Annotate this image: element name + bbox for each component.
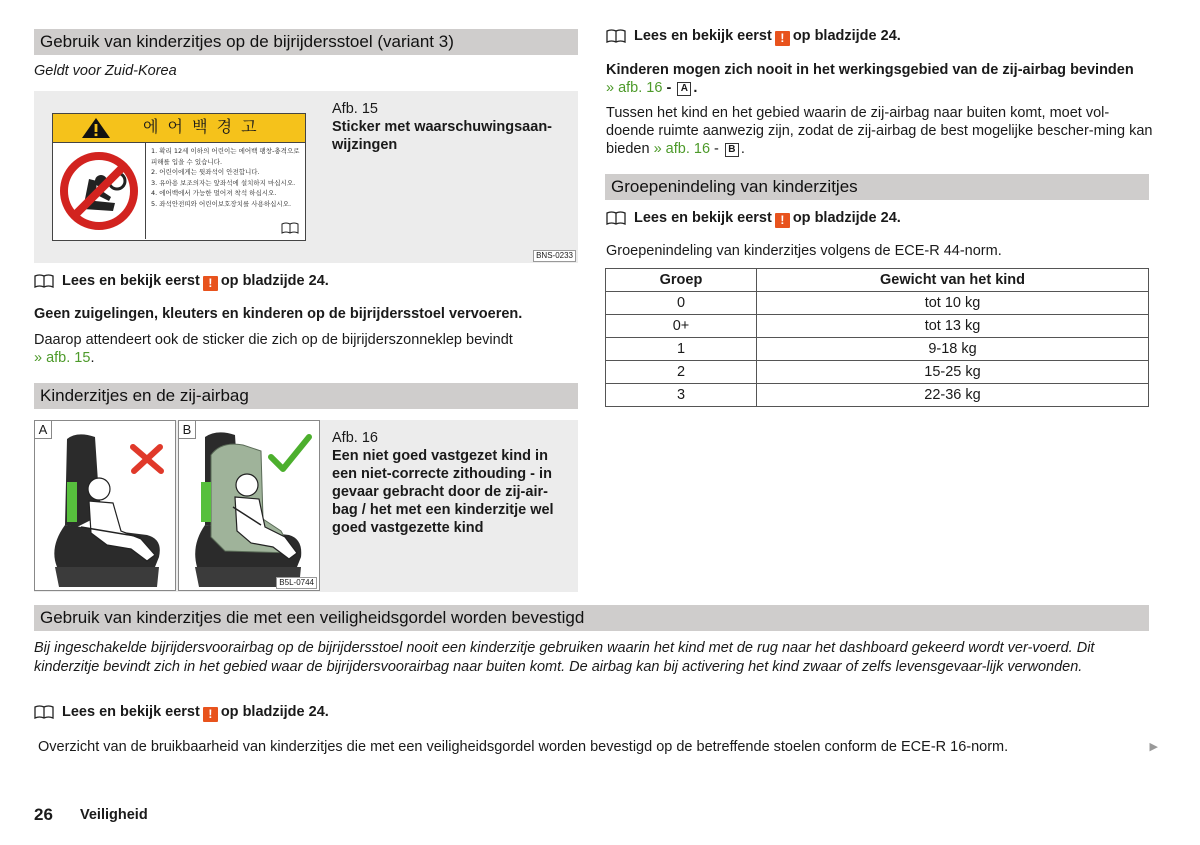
body-paragraph: Tussen het kind en het gebied waarin de zij-airbag naar buiten komt, moet vol-doende ruimte aanwezig zijn, zodat de zij-airbag de best mogelijke bescher-ming kan bieden » afb. 16 - B . <box>606 105 1153 157</box>
table-cell: 2 <box>606 361 757 384</box>
scope-note: Geldt voor Zuid-Korea <box>34 63 177 79</box>
figure-label: Afb. 16 <box>332 430 378 446</box>
table-cell: tot 13 kg <box>757 315 1149 338</box>
see-prefix: Lees en bekijk eerst <box>62 273 200 289</box>
figure-15-caption <box>332 100 567 154</box>
column-header: Gewicht van het kind <box>757 269 1149 292</box>
warning-icon: ! <box>203 707 218 722</box>
table-cell: 1 <box>606 338 757 361</box>
table-row <box>606 384 1149 407</box>
table-row <box>606 338 1149 361</box>
figure-link[interactable]: » afb. 15 <box>34 350 91 366</box>
body-text: Tussen het kind en het gebied waarin de zij-airbag naar buiten komt, moet vol-doende ruimte aanwezig zijn, zodat de zij-airbag de best mogelijke bescher-ming kan bieden <box>606 105 1153 157</box>
see-prefix: Lees en bekijk eerst <box>62 704 200 720</box>
see-reference <box>606 208 901 228</box>
see-prefix: Lees en bekijk eerst <box>634 210 772 226</box>
page-number: 26 <box>34 805 53 824</box>
figure-caption-text: Sticker met waarschuwingsaan-wijzingen <box>332 119 552 153</box>
see-suffix: op bladzijde 24. <box>792 210 901 226</box>
table-cell: 22-36 kg <box>757 384 1149 407</box>
see-suffix: op bladzijde 24. <box>220 273 329 289</box>
body-text: Daarop attendeert ook de sticker die zich op de bijrijderszonneklep bevindt <box>34 332 513 348</box>
table-row <box>606 315 1149 338</box>
panel-label-b: B <box>179 421 196 439</box>
sticker-line: 5. 좌석안전띠와 어린이보호장치를 사용하십시오. <box>151 199 292 208</box>
see-suffix: op bladzijde 24. <box>220 704 329 720</box>
section-heading-side-airbag: Kinderzitjes en de zij-airbag <box>34 383 578 409</box>
see-reference <box>34 271 329 291</box>
sticker-text-lines <box>151 146 301 209</box>
warning-text: Kinderen mogen zich nooit in het werkingsgebied van de zij-airbag bevinden <box>606 62 1134 78</box>
book-icon <box>606 211 626 225</box>
manual-book-icon <box>281 222 299 234</box>
figure-label: Afb. 15 <box>332 101 378 117</box>
table-row <box>606 292 1149 315</box>
sticker-line: 3. 유아용 보조의자는 앞좌석에 설치하지 마십시오. <box>151 178 296 187</box>
checkmark-icon <box>267 431 313 477</box>
see-prefix: Lees en bekijk eerst <box>634 28 772 44</box>
body-text-end: . <box>90 350 95 366</box>
overview-text: Overzicht van de bruikbaarheid van kinderzitjes die met een veiligheidsgordel worden bevestigd op de betreffende stoelen conform de ECE-R 16-norm. <box>38 739 1009 755</box>
key-ref-a: A <box>677 82 691 96</box>
warning-triangle-icon <box>81 117 111 139</box>
footer-section: Veiligheid <box>80 807 148 823</box>
sticker-pictogram <box>53 143 146 239</box>
warning-icon: ! <box>203 276 218 291</box>
no-child-seat-icon <box>59 151 139 231</box>
table-intro: Groepenindeling van kinderzitjes volgens de ECE-R 44-norm. <box>606 243 1002 259</box>
table-cell: tot 10 kg <box>757 292 1149 315</box>
section-heading-seatbelt-child-seats: Gebruik van kinderzitjes die met een veiligheidsgordel worden bevestigd <box>34 605 1149 631</box>
figure-panel-a <box>34 420 176 591</box>
table-cell: 0+ <box>606 315 757 338</box>
warning-paragraph: Bij ingeschakelde bijrijdersvoorairbag op de bijrijdersstoel nooit een kinderzitje gebruiken waarin het kind met de rug naar het dashboard gekeerd wordt ver-voerd. Dit kinderzitje bevindt zich in het gebied waar de bijrijdersvoorairbag naar buiten komt. De airbag kan bij activering het kind zwaar of zelfs levensgevaar-lijk verwonden. <box>34 640 1095 675</box>
table-cell: 3 <box>606 384 757 407</box>
sticker-line: 2. 어린이에게는 뒷좌석이 안전합니다. <box>151 168 260 176</box>
warning-icon: ! <box>775 213 790 228</box>
table-cell: 0 <box>606 292 757 315</box>
cross-icon <box>129 443 165 475</box>
sticker-title: 에 어 백 경 고 <box>143 117 259 136</box>
table-cell: 15-25 kg <box>757 361 1149 384</box>
figure-link[interactable]: » afb. 16 <box>653 141 711 157</box>
sticker-header <box>53 114 305 143</box>
book-icon <box>34 274 54 288</box>
figure-code: BNS-0233 <box>533 250 576 262</box>
table-cell: 9-18 kg <box>757 338 1149 361</box>
warning-statement: Kinderen mogen zich nooit in het werkingsgebied van de zij-airbag bevinden » afb. 16 - A . <box>606 62 1134 96</box>
see-suffix: op bladzijde 24. <box>792 28 901 44</box>
table-header-row <box>606 269 1149 292</box>
book-icon <box>34 705 54 719</box>
panel-label-a: A <box>35 421 52 439</box>
column-header: Groep <box>606 269 757 292</box>
sticker-line: 4. 에어백에서 가능한 멀어져 착석 하십시오. <box>151 189 277 197</box>
body-paragraph <box>34 331 564 367</box>
warning-statement: Geen zuigelingen, kleuters en kinderen op de bijrijdersstoel vervoeren. <box>34 306 523 322</box>
section-heading-groups: Groepenindeling van kinderzitjes <box>605 174 1149 200</box>
see-reference <box>34 702 329 722</box>
figure-code: B5L-0744 <box>276 577 317 589</box>
table-row <box>606 361 1149 384</box>
warning-sticker <box>52 113 306 241</box>
warning-icon: ! <box>775 31 790 46</box>
key-ref-b: B <box>725 143 739 157</box>
figure-16-caption <box>332 429 570 537</box>
see-reference <box>606 26 901 46</box>
figure-link[interactable]: » afb. 16 <box>606 80 663 96</box>
figure-caption-text: Een niet goed vastgezet kind in een niet-correcte zithouding - in gevaar gebracht door de zij-air-bag / het met een kinderzitje wel goed vastgezette kind <box>332 448 554 536</box>
figure-panel-b <box>178 420 320 591</box>
groups-table <box>605 268 1149 407</box>
next-page-arrow-icon[interactable]: ▶ <box>1149 741 1158 753</box>
section-heading-passenger-seat: Gebruik van kinderzitjes op de bijrijdersstoel (variant 3) <box>34 29 578 55</box>
book-icon <box>606 29 626 43</box>
sticker-line: 1. 확리 12세 이하의 어린이는 에어백 팽창-충격으로 피해를 입을 수 있습니다. <box>151 147 300 166</box>
